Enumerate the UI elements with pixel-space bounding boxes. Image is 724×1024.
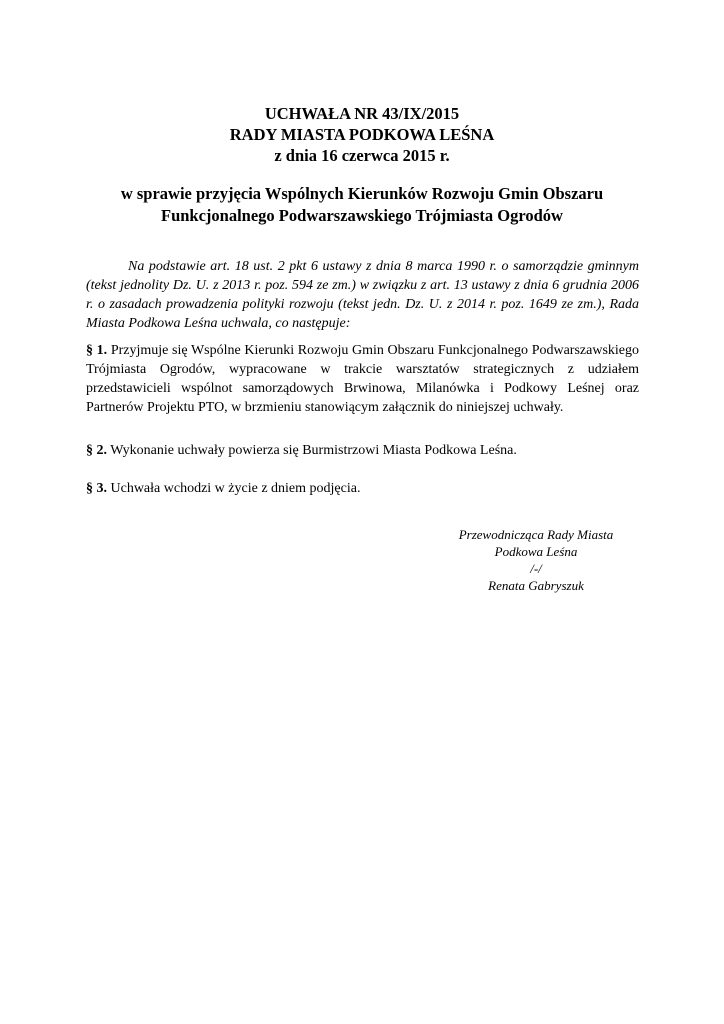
resolution-subject	[0, 183, 724, 227]
paragraph-2	[86, 441, 639, 460]
subject-line-1: w sprawie przyjęcia Wspólnych Kierunków Rozwoju Gmin Obszaru	[120, 184, 604, 203]
signatory-role-line-2: Podkowa Leśna	[494, 544, 578, 559]
paragraph-2-mark: § 2.	[86, 443, 107, 458]
paragraph-1-text: Przyjmuje się Wspólne Kierunki Rozwoju Gmin Obszaru Funkcjonalnego Podwarszawskiego Trójmiasta Ogrodów, wypracowane w trakcie warsztatów strategicznych z udziałem przedstawicieli wspólnot samorządowych Brwinowa, Milanówka i Podkowy Leśnej oraz Partnerów Projektu PTO, w brzmieniu stanowiącym załącznik do niniejszej uchwały.	[86, 343, 640, 415]
signatory-name: Renata Gabryszuk	[488, 578, 584, 593]
signatory-role-line-1: Przewodnicząca Rady Miasta	[458, 527, 614, 542]
paragraph-1	[86, 341, 639, 417]
resolution-header	[0, 103, 724, 166]
subject-line-2: Funkcjonalnego Podwarszawskiego Trójmiasta Ogrodów	[161, 206, 563, 225]
signed-mark: /-/	[530, 561, 542, 576]
signature-block	[436, 526, 636, 594]
paragraph-3-mark: § 3.	[86, 481, 107, 496]
paragraph-2-text: Wykonanie uchwały powierza się Burmistrzowi Miasta Podkowa Leśna.	[110, 443, 517, 458]
resolution-date: z dnia 16 czerwca 2015 r.	[274, 146, 450, 165]
resolution-number: UCHWAŁA NR 43/IX/2015	[264, 104, 460, 123]
paragraph-1-mark: § 1.	[86, 343, 108, 358]
council-name: RADY MIASTA PODKOWA LEŚNA	[229, 125, 495, 144]
paragraph-3-text: Uchwała wchodzi w życie z dniem podjęcia.	[110, 481, 361, 496]
paragraph-3	[86, 479, 639, 498]
legal-basis-preamble: Na podstawie art. 18 ust. 2 pkt 6 ustawy z dnia 8 marca 1990 r. o samorządzie gminnym (tekst jednolity Dz. U. z 2013 r. poz. 594 ze zm.) w związku z art. 13 ustawy z dnia 6 grudnia 2006 r. o zasadach prowadzenia polityki rozwoju (tekst jedn. Dz. U. z 2014 r. poz. 1649 ze zm.), Rada Miasta Podkowa Leśna uchwala, co następuje:	[86, 259, 639, 331]
